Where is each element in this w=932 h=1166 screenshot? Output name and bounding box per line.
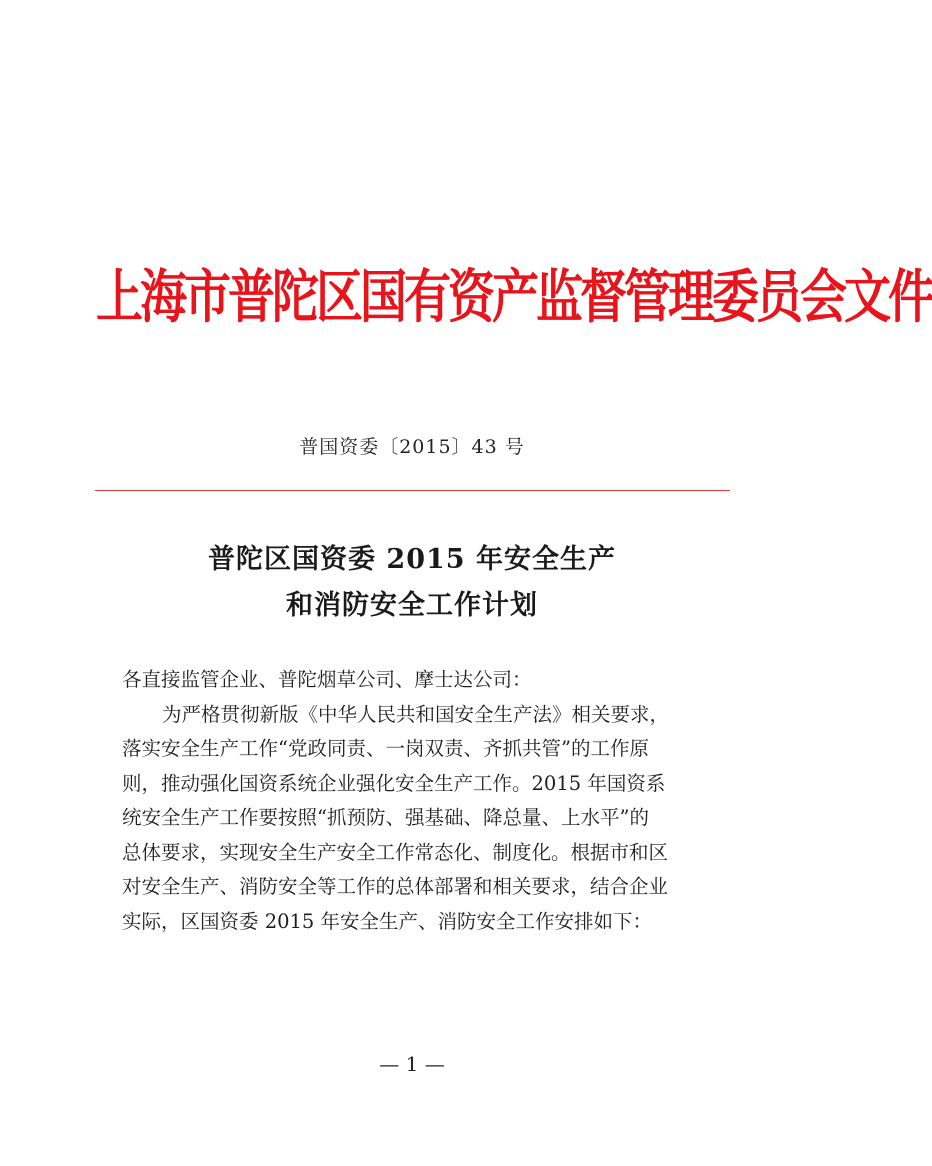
page-number: — 1 —: [379, 1052, 445, 1076]
body-line: 对安全生产、消防安全等工作的总体部署和相关要求，结合企业: [122, 875, 669, 898]
body-line: 则，推动强化国资系统企业强化安全生产工作。2015 年国资系: [122, 771, 666, 795]
body-line: 总体要求，实现安全生产安全工作常态化、制度化。根据市和区: [122, 840, 669, 864]
document-number: 普国资委〔2015〕43 号: [299, 436, 525, 458]
body-line: 统安全生产工作要按照“抓预防、强基础、降总量、上水平”的: [122, 806, 649, 829]
body-line: 落实安全生产工作“党政同责、一岗双责、齐抓共管”的工作原: [122, 737, 649, 760]
document-title-line-2: 和消防安全工作计划: [286, 590, 538, 621]
document-title-line-1: 普陀区国资委 2015 年安全生产: [208, 544, 616, 575]
document-body: [122, 663, 722, 939]
issuing-authority-header: 上海市普陀区国有资产监督管理委员会文件: [96, 263, 932, 331]
body-line: 实际，区国资委 2015 年安全生产、消防安全工作安排如下：: [122, 909, 653, 933]
salutation: 各直接监管企业、普陀烟草公司、摩士达公司：: [122, 668, 532, 691]
body-line: 为严格贯彻新版《中华人民共和国安全生产法》相关要求，: [162, 702, 670, 726]
red-separator-line: [95, 490, 730, 491]
